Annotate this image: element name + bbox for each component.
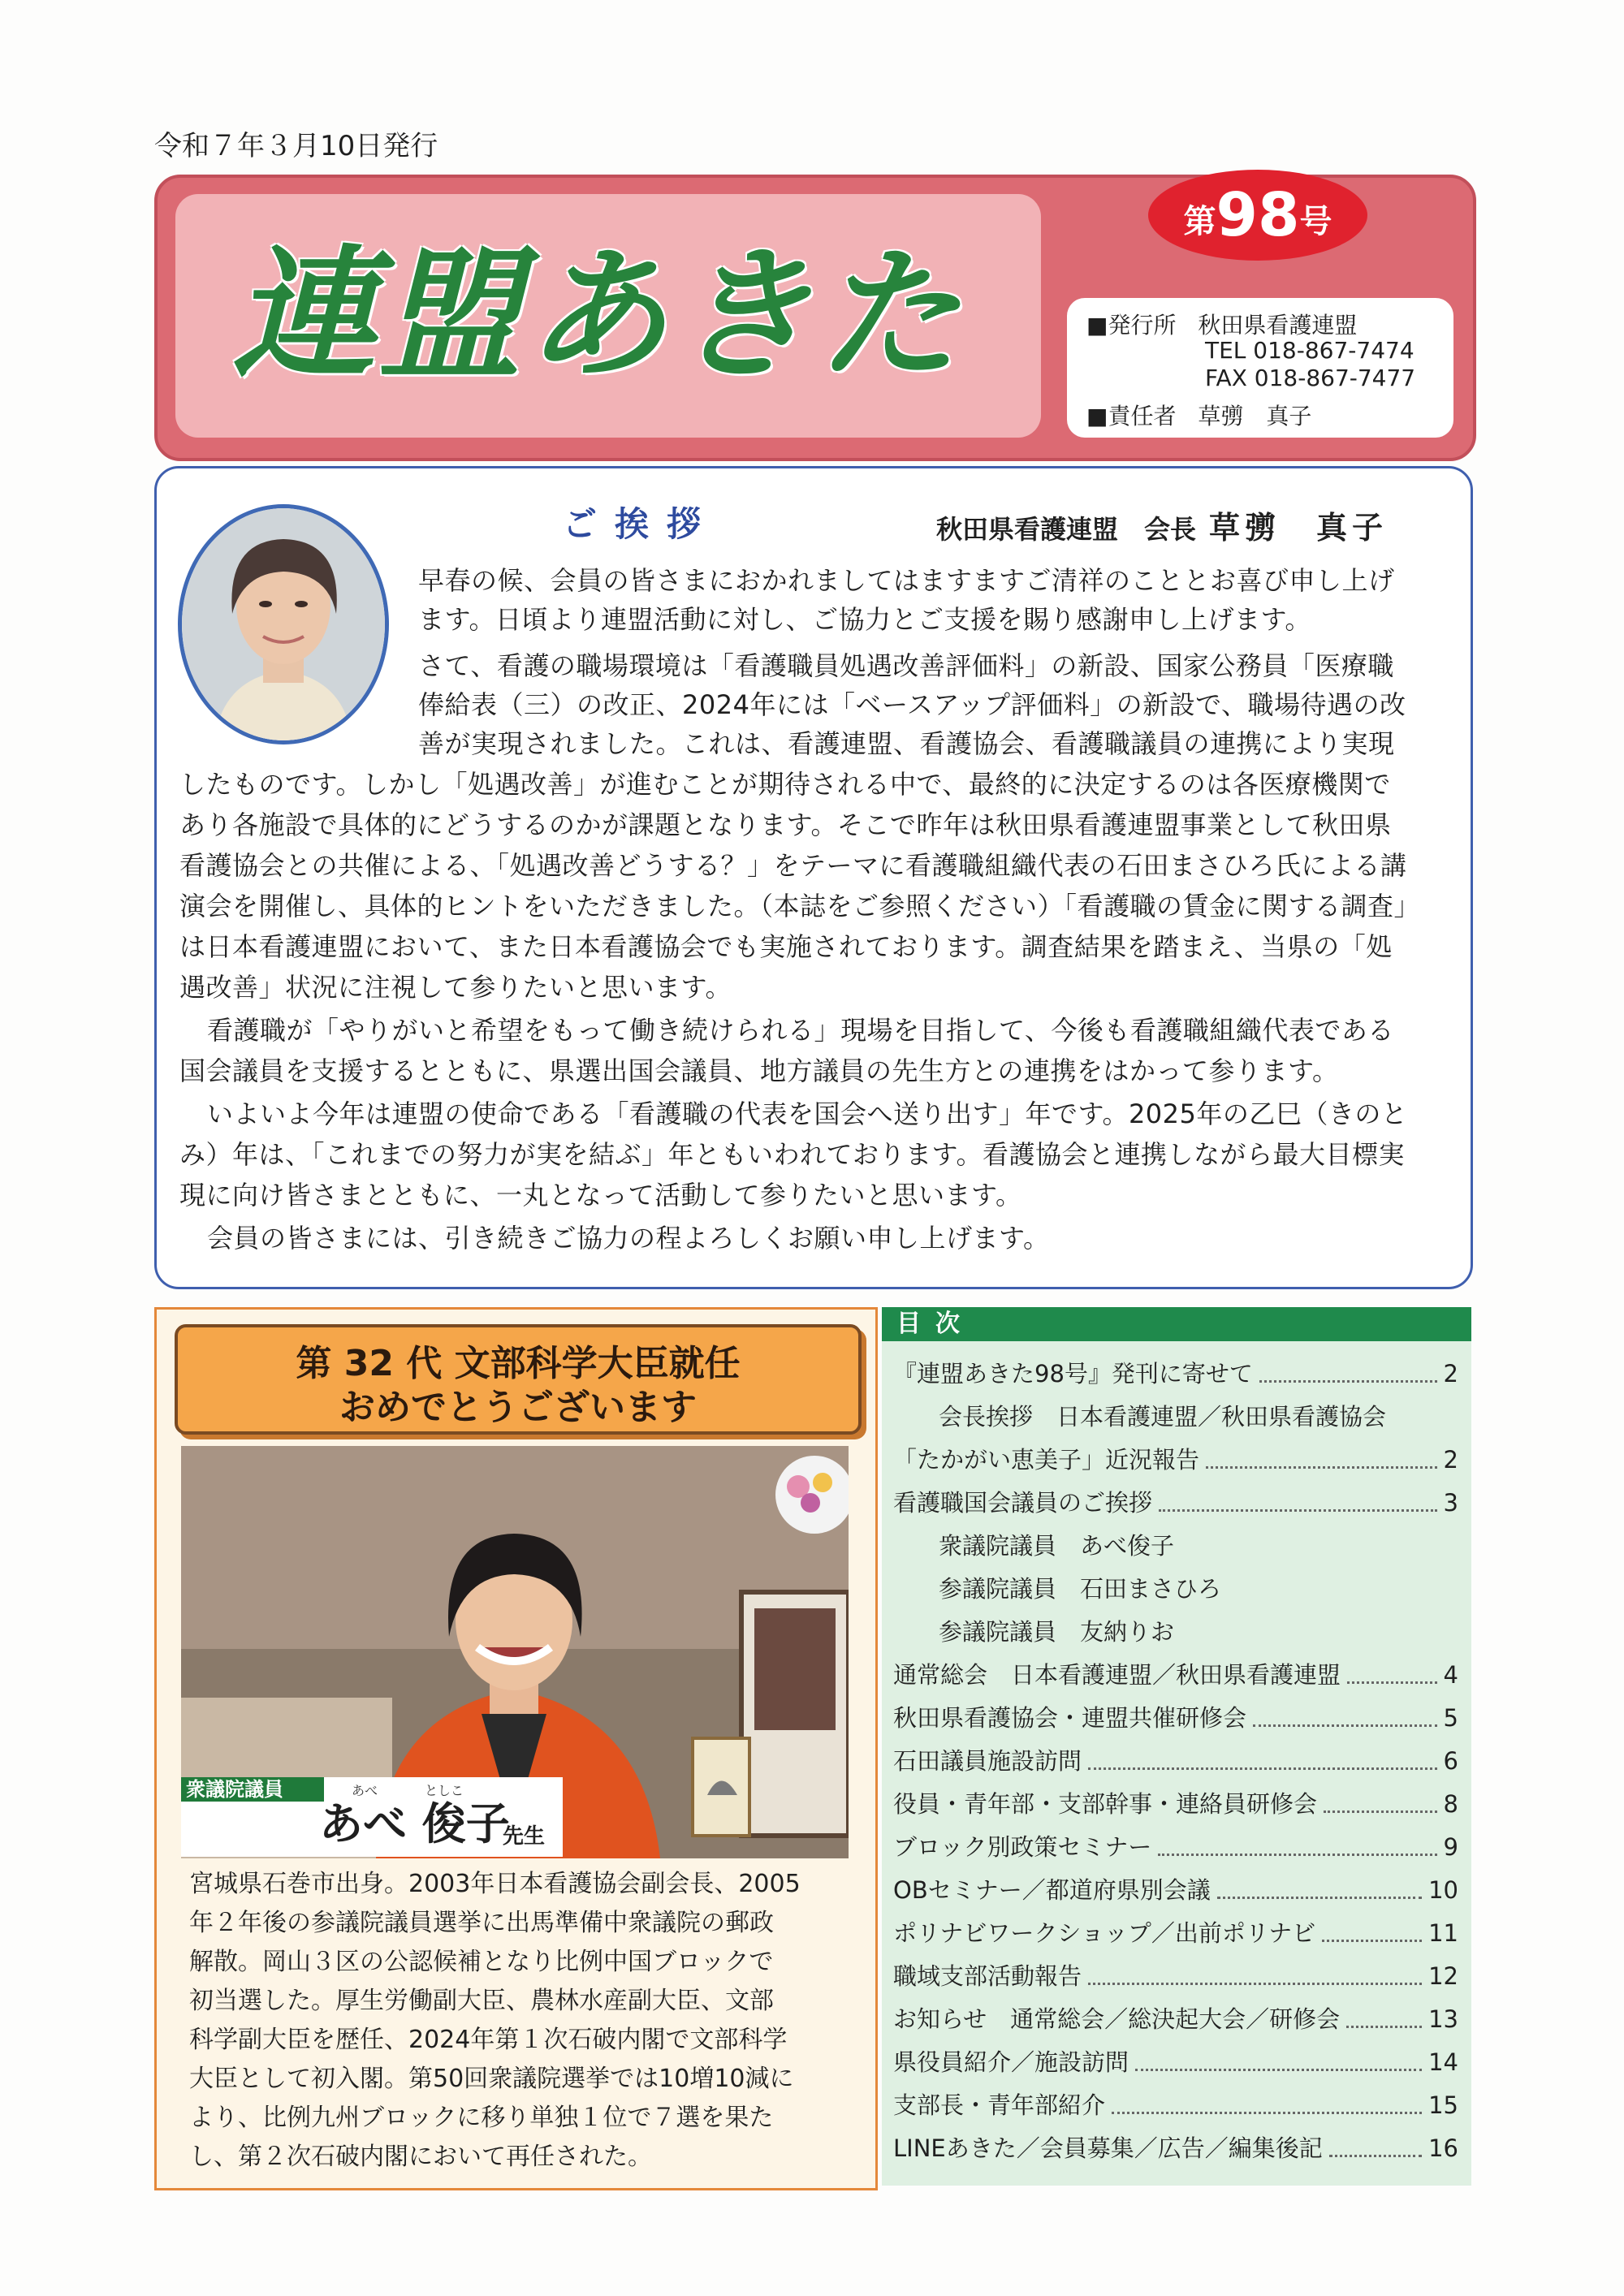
biography-line: 年２年後の参議院議員選挙に出馬準備中衆議院の郵政 <box>189 1909 774 1937</box>
toc-leader <box>1088 1767 1437 1770</box>
congratulations-panel <box>154 1307 878 2190</box>
greeting-line: 現に向け皆さまとともに、一丸となって活動して参りたいと思います。 <box>179 1180 1022 1211</box>
caption-suffix: 先生 <box>503 1824 546 1849</box>
table-of-contents <box>882 1307 1471 2186</box>
toc-entry[interactable] <box>893 1960 1458 1992</box>
toc-leader <box>1206 1466 1437 1469</box>
biography-line: 解散。岡山３区の公認候補となり比例中国ブロックで <box>189 1948 774 1976</box>
toc-header: 目次 <box>882 1307 1471 1341</box>
caption-nameplate <box>181 1777 563 1857</box>
responsible-label: ■責任者 <box>1086 403 1177 429</box>
greeting-line: 看護職が「やりがいと希望をもって働き続けられる」現場を目指して、今後も看護職組織代表である <box>207 1015 1394 1046</box>
toc-leader <box>1259 1380 1437 1383</box>
toc-entry-page: 6 <box>1443 1747 1458 1775</box>
responsible-name: 草彅 真子 <box>1198 403 1312 429</box>
toc-leader <box>1346 2026 1422 2028</box>
toc-entry-label: ブロック別政策セミナー <box>893 1833 1152 1861</box>
greeting-line: 俸給表（三）の改正、2024年には「ベースアップ評価料」の新設で、職場待遇の改 <box>418 689 1406 720</box>
toc-entry-page: 11 <box>1428 1919 1458 1947</box>
caption-role: 衆議院議員 <box>181 1777 324 1802</box>
toc-entry[interactable] <box>893 1487 1458 1519</box>
toc-leader <box>1324 1810 1437 1813</box>
caption-ruby-given: としこ <box>425 1783 464 1798</box>
greeting-line: 国会議員を支援するとともに、県選出国会議員、地方議員の先生方との連携をはかって参ります。 <box>179 1055 1339 1086</box>
caption-ruby-family: あべ <box>352 1783 378 1798</box>
toc-leader <box>1253 1724 1437 1727</box>
toc-entry-page: 5 <box>1443 1704 1458 1732</box>
toc-entry-label: OBセミナー／都道府県別会議 <box>893 1876 1211 1904</box>
biography-line: 初当選した。厚生労働副大臣、農林水産副大臣、文部 <box>189 1987 774 2015</box>
toc-entry-page: 13 <box>1428 2005 1458 2033</box>
toc-entry[interactable] <box>893 2046 1458 2078</box>
greeting-heading: ご挨拶 <box>563 504 719 544</box>
greeting-line: したものです。しかし「処遇改善」が進むことが期待される中で、最終的に決定するのは各医療機関で <box>179 769 1391 800</box>
publisher-label: ■発行所 <box>1086 312 1177 339</box>
toc-entry-label: 県役員紹介／施設訪問 <box>893 2048 1129 2076</box>
toc-entry-page: 10 <box>1428 1876 1458 1904</box>
toc-entry-label: 通常総会 日本看護連盟／秋田県看護連盟 <box>893 1661 1341 1689</box>
greeting-line: 会員の皆さまには、引き続きご協力の程よろしくお願い申し上げます。 <box>207 1223 1050 1254</box>
toc-entry-page: 12 <box>1428 1962 1458 1990</box>
issue-number: 98 <box>1216 180 1300 250</box>
toc-entry[interactable] <box>893 1357 1458 1390</box>
toc-entry-page: 9 <box>1443 1833 1458 1861</box>
toc-subentry: 参議院議員 石田まさひろ <box>939 1575 1222 1603</box>
title-panel <box>175 194 1041 438</box>
congratulations-banner <box>175 1324 862 1435</box>
responsible-line <box>1086 399 1311 431</box>
greeting-line: さて、看護の職場環境は「看護職員処遇改善評価料」の新設、国家公務員「医療職 <box>418 650 1394 681</box>
greeting-author-name: 草彅 真子 <box>1209 510 1389 546</box>
greeting-author <box>936 503 1388 547</box>
toc-entry-label: 看護職国会議員のご挨拶 <box>893 1489 1153 1517</box>
toc-entry-page: 3 <box>1443 1489 1458 1517</box>
toc-leader <box>1159 1509 1437 1512</box>
masthead <box>154 175 1476 461</box>
toc-leader <box>1322 1940 1422 1942</box>
toc-leader <box>1135 2069 1422 2071</box>
biography-line: 大臣として初入閣。第50回衆議院選挙では10増10減に <box>189 2065 794 2093</box>
publisher-line <box>1086 308 1357 340</box>
toc-entry-page: 15 <box>1428 2091 1458 2119</box>
toc-subentry: 会長挨拶 日本看護連盟／秋田県看護協会 <box>939 1403 1387 1431</box>
toc-subentry: 衆議院議員 あべ俊子 <box>939 1532 1175 1560</box>
toc-entry[interactable] <box>893 1831 1458 1863</box>
issue-date: 令和７年３月10日発行 <box>154 130 438 162</box>
toc-leader <box>1088 1983 1422 1985</box>
congratulations-title-line2: おめでとうございます <box>339 1387 697 1428</box>
toc-entry[interactable] <box>893 2003 1458 2035</box>
toc-entry-label: LINEあきた／会員募集／広告／編集後記 <box>893 2134 1323 2162</box>
toc-entry-label: 石田議員施設訪問 <box>893 1747 1082 1775</box>
toc-leader <box>1329 2155 1422 2157</box>
minister-photo <box>181 1446 849 1858</box>
greeting-line: 善が実現されました。これは、看護連盟、看護協会、看護職議員の連携により実現 <box>418 728 1395 759</box>
biography-line: より、比例九州ブロックに移り単独１位で７選を果た <box>189 2104 774 2132</box>
biography-line: 宮城県石巻市出身。2003年日本看護協会副会長、2005 <box>189 1870 801 1898</box>
toc-entry[interactable] <box>893 1917 1458 1949</box>
caption-name: あべ 俊子 <box>319 1798 510 1849</box>
biography-line: し、第２次石破内閣において再任された。 <box>189 2143 652 2171</box>
toc-entry-label: 秋田県看護協会・連盟共催研修会 <box>893 1704 1247 1732</box>
issue-number-badge <box>1148 170 1367 261</box>
greeting-line: いよいよ今年は連盟の使命である「看護職の代表を国会へ送り出す」年です。2025年の乙巳（きのと <box>207 1098 1408 1129</box>
toc-entry-page: 4 <box>1443 1661 1458 1689</box>
greeting-line: は日本看護連盟において、また日本看護協会でも実施されております。調査結果を踏まえ、当県の「処 <box>179 931 1393 962</box>
greeting-author-org: 秋田県看護連盟 会長 <box>936 514 1197 545</box>
greeting-line: ます。日頃より連盟活動に対し、ご協力とご支援を賜り感謝申し上げます。 <box>418 604 1311 635</box>
greeting-line: み）年は、「これまでの努力が実を結ぶ」年ともいわれております。看護協会と連携しながら最大目標実 <box>179 1139 1405 1170</box>
toc-entry-label: ポリナビワークショップ／出前ポリナビ <box>893 1919 1316 1947</box>
portrait-photo <box>182 508 385 740</box>
greeting-line: 演会を開催し、具体的ヒントをいただきました。（本誌をご参照ください）「看護職の賃金に関する調査」 <box>179 891 1421 921</box>
toc-entry[interactable] <box>893 1659 1458 1691</box>
toc-entry[interactable] <box>893 1874 1458 1906</box>
newsletter-title: 連盟あきた <box>232 232 964 399</box>
toc-leader <box>1158 1854 1436 1856</box>
toc-leader <box>1217 1897 1422 1899</box>
toc-entry-page: 8 <box>1443 1790 1458 1818</box>
congratulations-title-line1: 第 32 代 文部科学大臣就任 <box>296 1343 741 1384</box>
toc-subentry: 参議院議員 友納りお <box>939 1618 1175 1646</box>
toc-entry-label: 支部長・青年部紹介 <box>893 2091 1106 2119</box>
greeting-line: 遇改善」状況に注視して参りたいと思います。 <box>179 972 732 1003</box>
toc-entry-page: 2 <box>1443 1446 1458 1474</box>
greeting-line: 早春の候、会員の皆さまにおかれましてはますますご清祥のこととお喜び申し上げ <box>418 565 1395 596</box>
toc-entry-label: 「たかがい恵美子」近況報告 <box>893 1446 1200 1474</box>
toc-entry[interactable] <box>893 2132 1458 2164</box>
greeting-line: あり各施設で具体的にどうするのかが課題となります。そこで昨年は秋田県看護連盟事業として秋田県 <box>179 809 1392 840</box>
toc-entry-page: 2 <box>1443 1360 1458 1388</box>
toc-entry[interactable] <box>893 1444 1458 1476</box>
toc-leader <box>1112 2112 1422 2114</box>
issue-suffix: 号 <box>1299 203 1332 240</box>
toc-entry-page: 14 <box>1428 2048 1458 2076</box>
toc-entry[interactable] <box>893 1788 1458 1820</box>
greeting-line: 看護協会との共催による、「処遇改善どうする？」をテーマに看護職組織代表の石田まさひろ氏による講 <box>179 850 1407 881</box>
issue-prefix: 第 <box>1183 203 1216 240</box>
toc-entry[interactable] <box>893 2089 1458 2121</box>
publisher-fax: FAX 018-867-7477 <box>1205 365 1416 391</box>
publisher-name: 秋田県看護連盟 <box>1198 312 1358 339</box>
toc-entry[interactable] <box>893 1702 1458 1734</box>
toc-leader <box>1347 1681 1437 1684</box>
president-portrait <box>178 504 389 744</box>
toc-entry-label: 役員・青年部・支部幹事・連絡員研修会 <box>893 1790 1318 1818</box>
greeting-box <box>154 466 1473 1289</box>
toc-entry-label: 『連盟あきた98号』発刊に寄せて <box>893 1360 1253 1388</box>
toc-entry-page: 16 <box>1428 2134 1458 2162</box>
toc-entry-label: 職域支部活動報告 <box>893 1962 1082 1990</box>
toc-entry-label: お知らせ 通常総会／総決起大会／研修会 <box>893 2005 1341 2033</box>
publisher-tel: TEL 018-867-7474 <box>1205 337 1415 364</box>
toc-entry[interactable] <box>893 1745 1458 1777</box>
biography-line: 科学副大臣を歴任、2024年第１次石破内閣で文部科学 <box>189 2026 788 2054</box>
publisher-info-panel <box>1067 298 1453 438</box>
